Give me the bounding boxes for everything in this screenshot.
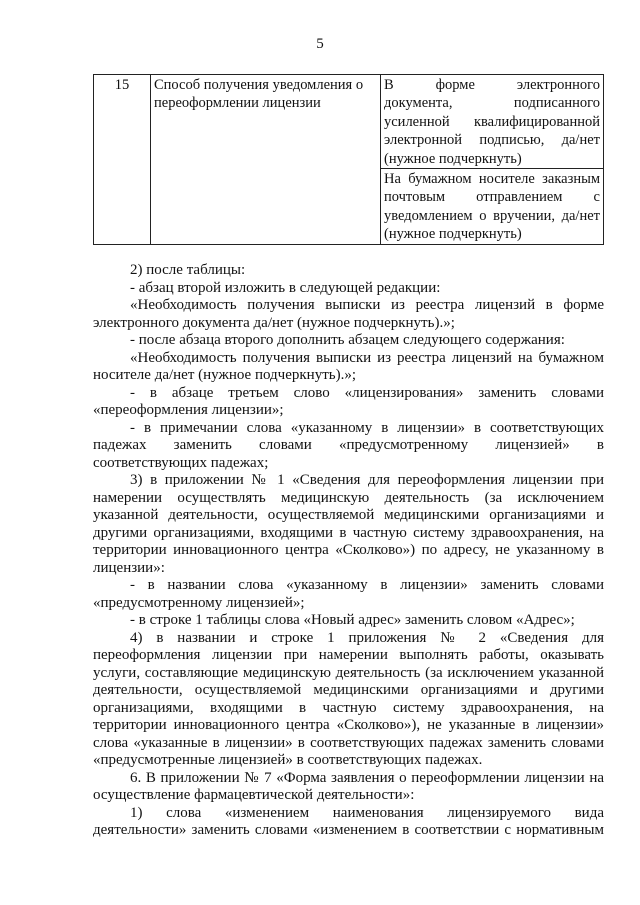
- text-line: переоформления лицензии при намерении выполнять работы, оказывать: [93, 647, 604, 663]
- page-number: 5: [316, 36, 324, 52]
- table-row: [94, 75, 604, 169]
- text-line: намерении осуществлять медицинскую деятельность (за исключением: [93, 489, 604, 506]
- text-line: 6. В приложении № 7 «Форма заявления о переоформлении лицензии на: [130, 769, 604, 786]
- text-line: «Необходимость получения выписки из реестра лицензий в форме: [130, 297, 604, 313]
- text-line: слова «указанные в лицензии» в соответствующих падежах заменить словами: [93, 734, 604, 751]
- text-line: падежах заменить словами «предусмотренному лицензией» в: [93, 437, 604, 453]
- text-line: осуществление фармацевтической деятельности»:: [93, 787, 415, 803]
- option-line: документа, подписанного: [384, 95, 600, 112]
- text-line: - после абзаца второго дополнить абзацем следующего содержания:: [130, 332, 565, 348]
- option-line: уведомлением о вручении, да/нет: [384, 207, 600, 224]
- body-text: [93, 262, 604, 840]
- text-line: организациями, входящими в частную систему здравоохранения, на: [93, 699, 604, 716]
- form-table: [93, 74, 604, 245]
- option-line: На бумажном носителе заказным: [384, 171, 600, 188]
- text-line: электронного документа да/нет (нужное подчеркнуть).»;: [93, 314, 455, 331]
- text-line: соответствующих падежах;: [93, 454, 269, 471]
- text-line: «Необходимость получения выписки из реестра лицензий на бумажном: [130, 349, 604, 366]
- option-line: электронной подписью, да/нет: [384, 132, 600, 149]
- option-line: В форме электронного: [384, 77, 600, 93]
- text-line: другими организациями, входящими в частную систему здравоохранения, на: [93, 524, 604, 541]
- text-line: 4) в названии и строке 1 приложения № 2 «Сведения для: [130, 629, 604, 646]
- text-line: деятельности, осуществляемой медицинскими организациями и другими: [93, 682, 604, 698]
- option-electronic-cell: [381, 75, 604, 169]
- text-line: территории инновационного центра «Сколково»), не указанные в лицензии»: [93, 717, 604, 733]
- text-line: «предусмотренному лицензией»;: [93, 594, 305, 611]
- option-line: усиленной квалифицированной: [384, 113, 600, 130]
- text-line: носителе да/нет (нужное подчеркнуть).»;: [93, 367, 356, 383]
- text-line: - в примечании слова «указанному в лицензии» в соответствующих: [130, 419, 604, 436]
- text-line: «переоформления лицензии»;: [93, 402, 284, 418]
- option-line: (нужное подчеркнуть): [384, 226, 522, 243]
- text-line: «предусмотренные лицензией» в соответствующих падежах.: [93, 752, 483, 768]
- text-line: территории инновационного центра «Сколково») по адресу, не указанному в: [93, 542, 604, 558]
- row-number-cell: 15: [94, 75, 151, 245]
- text-line: деятельности» заменить словами «изменением в соответствии с нормативным: [93, 822, 604, 838]
- text-line: услуги, составляющие медицинскую деятельность (за исключением указанной: [93, 664, 604, 681]
- text-line: лицензии»:: [93, 559, 165, 576]
- text-line: 3) в приложении № 1 «Сведения для переоформления лицензии при: [130, 472, 604, 488]
- option-line: почтовым отправлением с: [384, 189, 600, 206]
- text-line: указанной деятельности, осуществляемой медицинскими организациями и: [93, 507, 604, 523]
- text-line: - в строке 1 таблицы слова «Новый адрес» заменить словом «Адрес»;: [130, 612, 575, 628]
- text-line: - в абзаце третьем слово «лицензирования» заменить словами: [130, 384, 604, 401]
- text-line: - в названии слова «указанному в лицензии» заменить словами: [130, 577, 604, 593]
- field-name-line: о переоформлении лицензии: [154, 77, 364, 112]
- text-line: 1) слова «изменением наименования лицензируемого вида: [130, 804, 604, 821]
- text-line: - абзац второй изложить в следующей редакции:: [130, 279, 441, 296]
- field-name-cell: [151, 75, 381, 245]
- field-name-line: Способ получения уведомления: [154, 77, 353, 93]
- text-line: 2) после таблицы:: [130, 262, 246, 278]
- option-line: (нужное подчеркнуть): [384, 150, 522, 167]
- option-paper-cell: [381, 169, 604, 245]
